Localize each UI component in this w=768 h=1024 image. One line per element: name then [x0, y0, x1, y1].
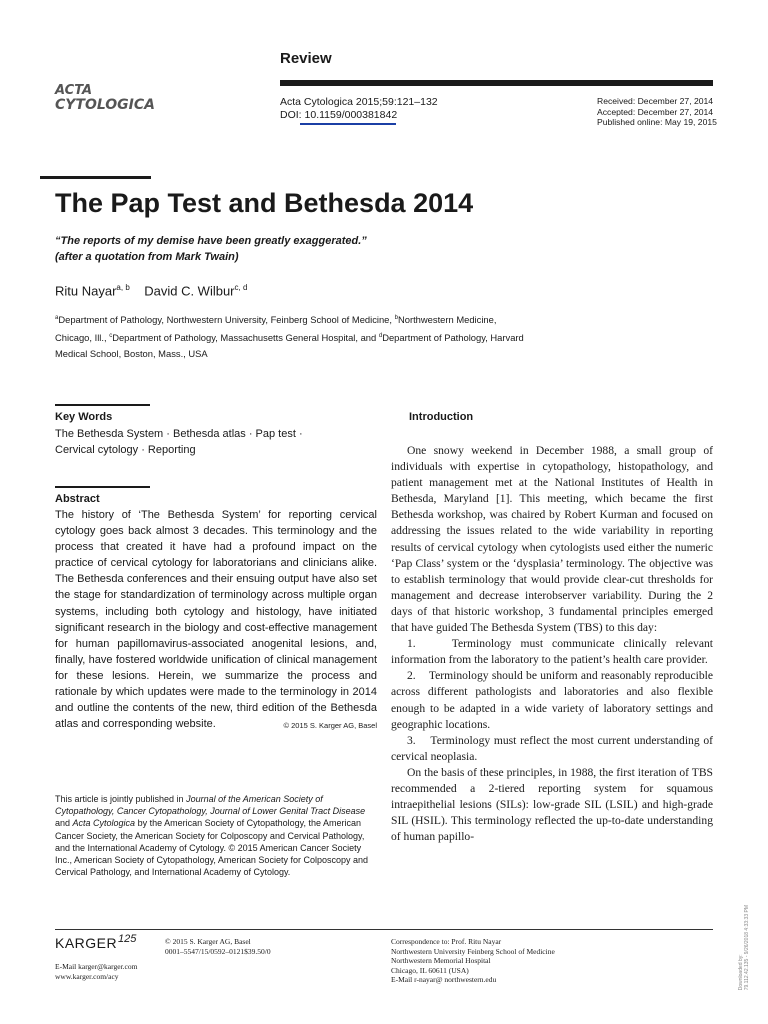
affil-marker: a — [55, 315, 59, 321]
note-journals: Journal of the American Society of Cytopathology, Cancer Cytopathology, Journal of Lower Genital Tract Disease — [55, 794, 366, 817]
abstract-rule — [55, 486, 150, 488]
doi-label: DOI: — [280, 109, 305, 121]
affil-marker: b — [394, 315, 398, 321]
author-name: Ritu Nayar — [55, 283, 117, 299]
affiliations — [55, 310, 705, 362]
publisher-logo: KARGER — [55, 935, 118, 951]
correspondence — [391, 937, 555, 985]
logo-line1: ACTA — [55, 83, 93, 98]
note-text: by the American Society of Cytopathology, the American Cancer Society, the American Society for Colposcopy and Cervical Pathology, and the International Academy of Cytology. © 2015 American Cancer Society Inc., American Society of Cytopathology, American Society for Colposcopy and Cervical Pathology, and International Academy of Cytology. — [55, 818, 368, 878]
affil-text: Medical School, Boston, Mass., USA — [55, 348, 208, 360]
abstract-body: The history of ‘The Bethesda System’ for reporting cervical cytology goes back almost 3 decades. This terminology and the process that created it have had a profound impact on the practice of cervical cytology for laboratorians and clinicians alike. The Bethesda conferences and their ensuing output have also set the stage for standardization of terminology across multiple organ systems, including both cytology and histology, have initiated significant research in the biology and cost-effective management for human papillomavirus-associated anogenital lesions, and, finally, have fostered worldwide unification of clinical management for these lesions. Herein, we summarize the process and rationale by which updates were made to the terminology in 2014 and outline the contents of the new, third edition of the Bethesda atlas and corresponding website. — [55, 509, 377, 731]
introduction-body — [391, 443, 713, 845]
journal-logo — [55, 84, 155, 112]
abstract-heading: Abstract — [55, 493, 100, 505]
epigraph-line2: (after a quotation from Mark Twain) — [55, 251, 239, 263]
introduction-heading: Introduction — [409, 411, 474, 423]
keywords-line: Cervical cytology · Reporting — [55, 444, 196, 456]
copyright-line: © 2015 S. Karger AG, Basel — [165, 937, 251, 946]
publisher-anniversary: 125 — [118, 933, 137, 945]
citation-block — [280, 96, 438, 122]
received-date: Received: December 27, 2014 — [597, 96, 714, 106]
author-list — [55, 283, 247, 298]
issn-line: 0001–5547/15/0592–0121$39.50/0 — [165, 946, 271, 956]
logo-line2: CYTOLOGICA — [55, 97, 155, 113]
affil-text: Chicago, Ill., — [55, 332, 110, 344]
corr-line: Northwestern University Feinberg School of Medicine — [391, 946, 555, 956]
published-date: Published online: May 19, 2015 — [597, 117, 717, 127]
download-line: 79.112.42.135 - 9/26/2018 4:33:33 PM — [744, 905, 750, 991]
paragraph: On the basis of these principles, in 1988, the first iteration of TBS recommended a 2-tiered reporting system for squamous intraepithelial lesions (SILs): low-grade SIL (LSIL) and high-grade SIL (HSIL). This terminology reflected the up-to-date understanding of human papillo- — [391, 765, 713, 844]
header-rule — [280, 80, 713, 86]
footer-rule — [55, 929, 713, 930]
publisher-website[interactable]: www.karger.com/acy — [55, 971, 119, 981]
publisher-email[interactable]: E-Mail karger@karger.com — [55, 962, 138, 971]
doi-line — [280, 109, 438, 122]
affil-marker: d — [378, 333, 383, 340]
abstract-text — [55, 507, 377, 734]
principle-item: 2. Terminology should be uniform and reasonably reproducible across different pathologists and laboratories and also flexible enough to be adapted in a wide variety of laboratory settings and geographic locations. — [391, 669, 713, 731]
principle-item: 3. Terminology must reflect the most current understanding of cervical neoplasia. — [391, 733, 713, 763]
affil-text: Department of Pathology, Northwestern University, Feinberg School of Medicine, — [58, 314, 395, 326]
keywords-rule — [55, 404, 150, 406]
footer-copyright — [165, 937, 271, 956]
corr-line: Correspondence to: Prof. Ritu Nayar — [391, 937, 502, 946]
publisher-contact — [55, 962, 137, 981]
article-title: The Pap Test and Bethesda 2014 — [55, 188, 474, 218]
principle-item: 1. Terminology must communicate clinically relevant information from the laboratory to the patient’s health care provider. — [391, 637, 713, 667]
author-sup: a, b — [116, 283, 130, 292]
dates-block — [597, 96, 717, 128]
corr-email[interactable]: E-Mail r-nayar@ northwestern.edu — [391, 975, 497, 984]
download-line: Downloaded by: — [738, 954, 744, 991]
note-text: and — [55, 818, 73, 829]
epigraph — [55, 233, 367, 265]
epigraph-line1: “The reports of my demise have been greatly exaggerated.” — [55, 235, 367, 247]
affil-marker: c — [109, 333, 113, 340]
citation: Acta Cytologica 2015;59:121–132 — [280, 96, 438, 108]
affil-text: Department of Pathology, Massachusetts General Hospital, and — [112, 332, 379, 344]
corr-line: Northwestern Memorial Hospital — [391, 956, 491, 965]
joint-publication-note — [55, 793, 377, 878]
corr-line: Chicago, IL 60611 (USA) — [391, 965, 469, 975]
keywords-heading: Key Words — [55, 411, 113, 423]
accepted-date: Accepted: December 27, 2014 — [597, 106, 714, 117]
affil-text: Northwestern Medicine, — [397, 314, 497, 326]
note-journal: Acta Cytologica — [72, 818, 136, 829]
author-sup: c, d — [234, 283, 248, 292]
doi-underline — [300, 123, 396, 125]
doi-link[interactable]: 10.1159/000381842 — [304, 109, 398, 121]
note-text: This article is jointly published in — [55, 794, 187, 804]
keywords-line: The Bethesda System · Bethesda atlas · Pap test · — [55, 428, 303, 440]
abstract-copyright: © 2015 S. Karger AG, Basel — [283, 721, 377, 731]
title-rule — [40, 176, 151, 179]
affil-text: Department of Pathology, Harvard — [382, 332, 524, 344]
author-name: David C. Wilbur — [144, 283, 235, 299]
paragraph: One snowy weekend in December 1988, a small group of individuals with expertise in cytopathology, histopathology, and patient management met at the National Institutes of Health in Bethesda, Maryland [1]. This meeting, which became the first Bethesda workshop, was chaired by Robert Kurman and focused on addressing the issues related to the wide variability in reporting results of cervical cytology when cytologists used either the numeric ‘Pap Class’ system or the ‘dysplasia’ terminology. The objective was to establish terminology that would provide clear-cut thresholds for management and decrease interobserver variability. During the 2 days of that historic workshop, 3 fundamental principles emerged that have guided The Bethesda System (TBS) to this day: — [391, 444, 713, 635]
keywords — [55, 426, 303, 458]
section-label: Review — [280, 50, 332, 67]
download-stamp — [738, 905, 750, 990]
